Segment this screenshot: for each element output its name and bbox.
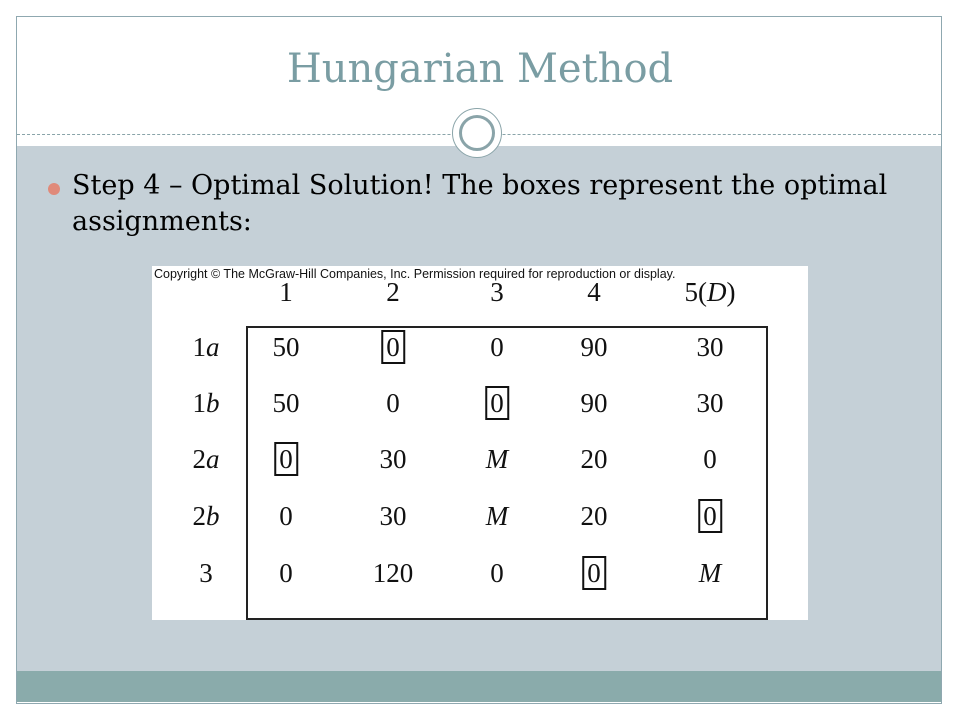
matrix-cell: 0 [490,332,504,362]
assignment-box: 0 [485,386,509,420]
matrix-cell: 20 [580,444,608,474]
column-header: 2 [386,277,400,307]
matrix-cell: 50 [272,388,300,418]
matrix-cell: 120 [372,558,414,588]
matrix-cell: 0 [386,388,400,418]
matrix-cell: 0 [279,501,293,531]
row-label: 1a [192,332,220,362]
assignment-box: 0 [698,499,722,533]
matrix-cell: M [485,444,509,474]
row-label: 1b [192,388,220,418]
matrix-cell: 0 [490,558,504,588]
optimal-assignment-cell [274,444,298,474]
assignment-matrix-figure [152,266,808,620]
matrix-cell: 90 [580,388,608,418]
matrix-cell: 30 [379,501,407,531]
row-label: 2a [192,444,220,474]
slide-title: Hungarian Method [286,46,674,92]
row-label: 2b [192,501,220,531]
matrix-cell: 0 [279,558,293,588]
optimal-assignment-cell [582,558,606,588]
matrix-cell: M [485,501,509,531]
matrix-cell: 0 [703,444,717,474]
footer-bar [17,671,941,702]
ring-ornament-icon [452,108,502,158]
assignment-box: 0 [381,330,405,364]
matrix-cell: 30 [696,388,724,418]
column-header: 5(D) [684,277,736,307]
matrix-cell: 20 [580,501,608,531]
optimal-assignment-cell [485,388,509,418]
matrix-cell: 50 [272,332,300,362]
assignment-box: 0 [582,556,606,590]
column-header: 4 [587,277,601,307]
row-label: 3 [199,558,213,588]
bullet-text: Step 4 – Optimal Solution! The boxes represent the optimal assignments: [72,170,888,237]
optimal-assignment-cell [698,501,722,531]
column-header: 3 [490,277,504,307]
matrix-cell: M [698,558,722,588]
copyright-notice: Copyright © The McGraw-Hill Companies, Inc. Permission required for reproduction or display. [154,267,676,281]
optimal-assignment-cell [381,332,405,362]
matrix-cell: 30 [379,444,407,474]
matrix-cell: 30 [696,332,724,362]
column-header: 1 [279,277,293,307]
assignment-box: 0 [274,442,298,476]
matrix-cell: 90 [580,332,608,362]
bullet-dot-icon [48,183,60,195]
